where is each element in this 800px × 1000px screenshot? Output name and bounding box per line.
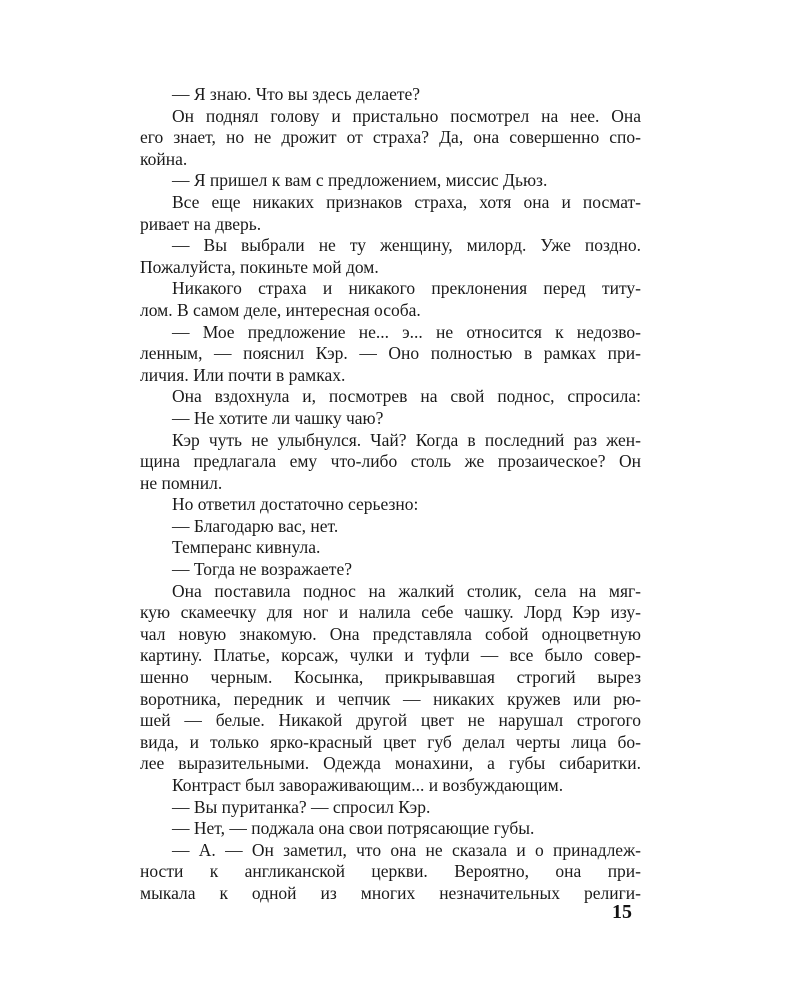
text-line: — Тогда не возражаете? [172, 559, 352, 580]
text-line: воротника, передник и чепчик — никаких кружев или рю- [140, 688, 641, 709]
page-number: 15 [612, 901, 632, 923]
text-line: Все еще никаких признаков страха, хотя она и посмат- [172, 191, 641, 212]
text-line: Она вздохнула и, посмотрев на свой поднос, спросила: [172, 386, 641, 407]
text-line: — Благодарю вас, нет. [172, 515, 339, 536]
text-line: ленным, — пояснил Кэр. — Оно полностью в рамках при- [140, 343, 641, 364]
text-line: ности к англиканской церкви. Вероятно, она при- [140, 861, 641, 882]
text-line: мыкала к одной из многих незначительных религи- [140, 882, 641, 903]
text-line: койна. [140, 148, 188, 169]
text-line: личия. Или почти в рамках. [140, 364, 346, 385]
text-line: — Вы выбрали не ту женщину, милорд. Уже поздно. [172, 235, 641, 256]
text-line: шенно черным. Косынка, прикрывавшая строгий вырез [140, 667, 641, 688]
text-line: лом. В самом деле, интересная особа. [140, 299, 421, 320]
text-line: его знает, но не дрожит от страха? Да, она совершенно спо- [140, 127, 641, 148]
text-line: Контраст был завораживающим... и возбуждающим. [172, 775, 564, 795]
text-line: — Не хотите ли чашку чаю? [172, 407, 384, 428]
text-line: — Нет, — поджала она свои потрясающие губы. [172, 818, 535, 839]
text-line: ривает на дверь. [140, 213, 262, 234]
text-line: Кэр чуть не улыбнулся. Чай? Когда в последний раз жен- [172, 429, 641, 450]
body-text [140, 84, 641, 905]
text-line: чал новую знакомую. Она представляла собой одноцветную [140, 623, 641, 644]
text-line: Никакого страха и никакого преклонения перед титу- [172, 278, 641, 299]
text-line: картину. Платье, корсаж, чулки и туфли — все было совер- [140, 645, 641, 666]
text-line: — Мое предложение не... э... не относится к недозво- [172, 321, 641, 342]
text-line: — Я знаю. Что вы здесь делаете? [172, 84, 421, 104]
text-line: — Вы пуританка? — спросил Кэр. [172, 796, 431, 817]
text-line: Пожалуйста, покиньте мой дом. [140, 256, 379, 277]
text-line: Но ответил достаточно серьезно: [172, 494, 419, 515]
text-line: Темперанс кивнула. [172, 537, 321, 558]
text-line: — Я пришел к вам с предложением, миссис Дьюз. [172, 170, 548, 191]
text-line: Он поднял голову и пристально посмотрел на нее. Она [172, 105, 641, 126]
text-line: кую скамеечку для ног и налила себе чашку. Лорд Кэр изу- [140, 602, 641, 623]
text-line: щина предлагала ему что-либо столь же прозаическое? Он [140, 451, 641, 472]
text-line: лее выразительными. Одежда монахини, а губы сибаритки. [140, 753, 641, 774]
text-line: Она поставила поднос на жалкий столик, села на мяг- [172, 580, 641, 601]
text-line: — А. — Он заметил, что она не сказала и о принадлеж- [172, 839, 641, 860]
text-line: вида, и только ярко-красный цвет губ делал черты лица бо- [140, 731, 641, 752]
text-line: не помнил. [140, 472, 223, 493]
text-line: шей — белые. Никакой другой цвет не нарушал строгого [140, 710, 641, 731]
